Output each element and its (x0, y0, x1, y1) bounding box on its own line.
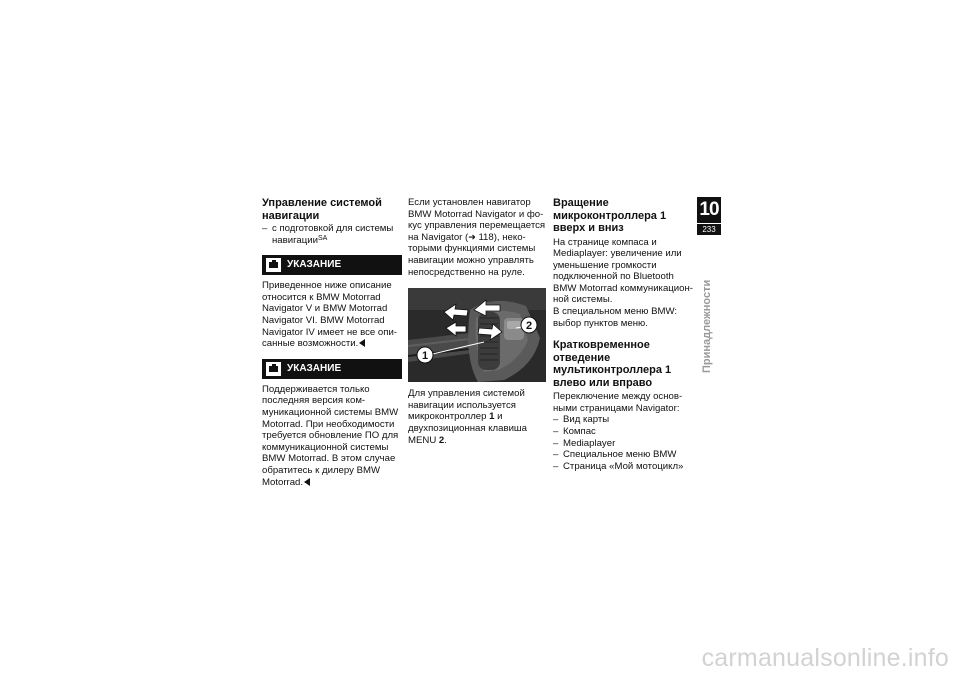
section-heading-rotate-controller: Вращение микроконтроллера 1 вверх и вниз (553, 197, 667, 234)
notice-box-1 (262, 255, 402, 275)
handlebar-controls-figure (408, 288, 546, 382)
paragraph-part: ), некоторыми функциями системы навигации можно управлять непосредственно на руле. (408, 231, 536, 278)
chapter-number: 10 (697, 197, 721, 223)
chapter-tab (697, 197, 721, 235)
sa-superscript: SA (317, 234, 328, 242)
watermark: carmanualsonline.info (701, 644, 949, 672)
notice-label: УКАЗАНИЕ (287, 362, 342, 374)
special-menu-paragraph: В специальном меню BMW: выбор пунктов меню. (553, 306, 678, 329)
page-reference-arrow-icon: ➜ (468, 231, 476, 242)
caption-part: . (444, 434, 447, 446)
handlebar-illustration (408, 288, 546, 382)
page-reference-number[interactable]: 118 (478, 231, 494, 243)
notice-label: УКАЗАНИЕ (287, 259, 342, 271)
figure-label-2: 2 (525, 320, 533, 333)
list-item: – Страница «Мой мотоцикл» (553, 461, 693, 473)
caption-controller-number: 1 (489, 411, 495, 423)
figure-label-1: 1 (421, 350, 429, 363)
condition-note (262, 223, 402, 246)
notice-box-2 (262, 359, 402, 379)
chapter-title-vertical: Принадлежности (701, 279, 713, 373)
condition-text: с подготовкой для системы навигации (272, 223, 394, 246)
notice-text-1 (262, 280, 402, 350)
tilt-paragraph: Переключение между основными страницами Navigator: (553, 391, 683, 414)
caption-part: и двухпозиционная клавиша MENU (408, 411, 527, 446)
column-right (553, 197, 693, 472)
figure-caption (408, 388, 546, 446)
section-heading-navigation-control: Управление системой навигации (262, 197, 382, 222)
column-middle (408, 197, 546, 446)
notice-body-2: Поддерживается только последняя версия коммуникационной системы BMW Motorrad. При необходимости требуется обновление ПО для коммуникационной системы BMW Motorrad. В этом случае обратитесь к дилеру BMW Motorrad. (262, 383, 399, 488)
page-number: 233 (697, 223, 721, 235)
list-item: – Компас (553, 426, 693, 438)
list-item: – Специальное меню BMW (553, 449, 693, 461)
section-heading-tilt-controller: Кратковременное отведение мультиконтроллера 1 влево или вправо (553, 339, 672, 389)
end-mark-icon (359, 339, 365, 347)
column-left (262, 197, 402, 488)
list-item: – Mediaplayer (553, 438, 693, 450)
navigator-paragraph (408, 197, 546, 278)
caption-part: Для управления системой навигации используется микроконтроллер (408, 388, 525, 423)
list-item: – Вид карты (553, 414, 693, 426)
navigator-pages-list (553, 414, 693, 472)
end-mark-icon (304, 478, 310, 486)
notice-body-1: Приведенное ниже описание относится к BMW Motorrad Navigator V и BMW Motorrad Navigator VI. BMW Motorrad Navigator IV имеет не все описанные возможности. (262, 280, 397, 350)
notice-icon (266, 362, 281, 376)
caption-menu-key-number: 2 (438, 434, 445, 446)
notice-text-2 (262, 384, 402, 488)
paragraph-part: Если установлен навигатор BMW Motorrad Navigator и фокус управления перемещается на Navigator ( (408, 197, 546, 243)
rotate-paragraph: На странице компаса и Mediaplayer: увеличение или уменьшение громкости подключенной по Bluetooth BMW Motorrad коммуникационной системы. (553, 236, 693, 306)
notice-icon (266, 258, 281, 272)
